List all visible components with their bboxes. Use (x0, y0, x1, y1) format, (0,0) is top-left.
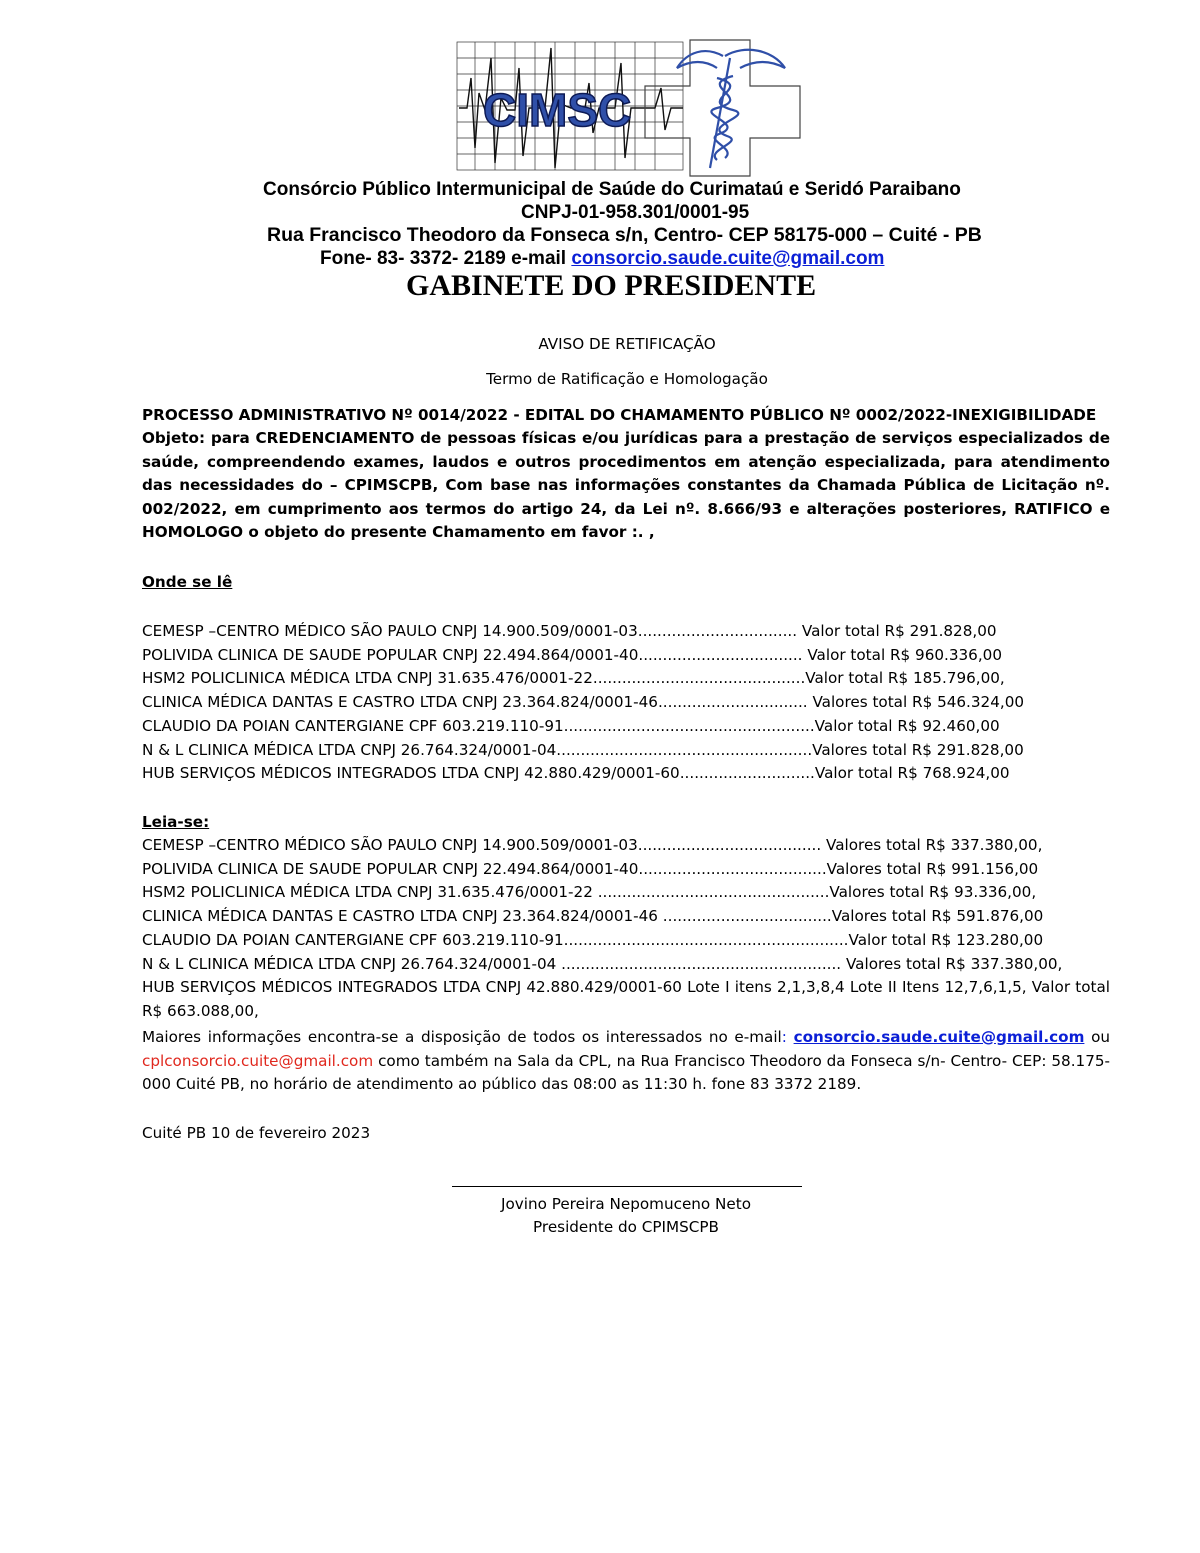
list-item: CEMESP –CENTRO MÉDICO SÃO PAULO CNPJ 14.900.509/0001-03................................. Valor total R$ 291.828,00 (142, 622, 997, 640)
list-item-hub: HUB SERVIÇOS MÉDICOS INTEGRADOS LTDA CNPJ 42.880.429/0001-60 Lote I itens 2,1,3,8,4 Lote II Itens 12,7,6,1,5, Valor total R$ 663.088,00, (142, 978, 1110, 1020)
list-item: CEMESP –CENTRO MÉDICO SÃO PAULO CNPJ 14.900.509/0001-03...................................... Valores total R$ 337.380,00, (142, 836, 1043, 854)
info-text-1: Maiores informações encontra-se a disposição de todos os interessados no e-mail (142, 1028, 782, 1046)
list-item: HUB SERVIÇOS MÉDICOS INTEGRADOS LTDA CNPJ 42.880.429/0001-60............................Valor total R$ 768.924,00 (142, 764, 1010, 783)
list-item: HSM2 POLICLINICA MÉDICA LTDA CNPJ 31.635.476/0001-22 ................................................Valores total R$ 93.336,00, (142, 883, 1037, 902)
onde-se-le-heading: Onde se lê (142, 573, 233, 591)
notice-title: AVISO DE RETIFICAÇÃO (538, 335, 716, 353)
office-title: GABINETE DO PRESIDENTE (406, 269, 817, 302)
notice-subtitle: Termo de Ratificação e Homologação (486, 370, 768, 388)
list-item: HSM2 POLICLINICA MÉDICA LTDA CNPJ 31.635.476/0001-22............................................Valor total R$ 185.796,00, (142, 669, 1005, 688)
signature-line (452, 1186, 802, 1187)
cimsc-logo (455, 38, 815, 178)
leia-se-heading: Leia-se: (142, 813, 210, 831)
list-item: POLIVIDA CLINICA DE SAUDE POPULAR CNPJ 22.494.864/0001-40.................................. Valor total R$ 960.336,00 (142, 645, 1002, 664)
list-item: N & L CLINICA MÉDICA LTDA CNPJ 26.764.324/0001-04 .......................................................... Valores total R$ 337.380,00, (142, 954, 1063, 973)
list-item: CLINICA MÉDICA DANTAS E CASTRO LTDA CNPJ 23.364.824/0001-46 ...................................Valores total R$ 591.876,00 (142, 907, 1044, 926)
caduceus-icon (677, 50, 785, 168)
phone-text: Fone- 83- 3372- 2189 e-mail (320, 248, 572, 269)
leia-se-list (142, 834, 1122, 1024)
process-line: PROCESSO ADMINISTRATIVO Nº 0014/2022 - EDITAL DO CHAMAMENTO PÚBLICO Nº 0002/2022-INEXIGIBILIDADE (142, 406, 1097, 424)
info-paragraph (142, 1026, 1110, 1097)
org-address: Rua Francisco Theodoro da Fonseca s/n, Centro- CEP 58175-000 – Cuité - PB (267, 224, 982, 246)
info-colon: : (781, 1028, 794, 1046)
list-item: N & L CLINICA MÉDICA LTDA CNPJ 26.764.324/0001-04.....................................................Valores total R$ 291.828,00 (142, 740, 1024, 759)
document-date: Cuité PB 10 de fevereiro 2023 (142, 1124, 371, 1142)
list-item: CLAUDIO DA POIAN CANTERGIANE CPF 603.219.110-91....................................................Valor total R$ 92.460,00 (142, 716, 1000, 735)
info-email-link[interactable]: consorcio.saude.cuite@gmail.com (793, 1028, 1085, 1046)
cpl-email-link[interactable]: cplconsorcio.cuite@gmail.com (142, 1051, 374, 1070)
header-email-link[interactable]: consorcio.saude.cuite@gmail.com (571, 248, 885, 269)
signer-name: Jovino Pereira Nepomuceno Neto (501, 1195, 751, 1213)
signer-title: Presidente do CPIMSCPB (533, 1218, 719, 1236)
org-cnpj: CNPJ-01-958.301/0001-95 (521, 202, 750, 223)
object-text: Objeto: para CREDENCIAMENTO de pessoas físicas e/ou jurídicas para a prestação de serviços especializados de saúde, compreendendo exames, laudos e outros procedimentos em atenção especializada, para atendimento das necessidades do – CPIMSCPB, Com base nas informações constantes da Chamada Pública de Licitação nº. 002/2022, em cumprimento aos termos do artigo 24, da Lei nº. 8.666/93 e alterações posteriores, RATIFICO e HOMOLOGO o objeto do presente Chamamento em favor :. , (142, 429, 1110, 542)
process-block (142, 404, 1110, 544)
info-text-2: ou (1091, 1028, 1110, 1046)
list-item: CLINICA MÉDICA DANTAS E CASTRO LTDA CNPJ 23.364.824/0001-46............................... Valores total R$ 546.324,00 (142, 693, 1025, 712)
onde-se-le-list (142, 620, 1122, 786)
list-item: CLAUDIO DA POIAN CANTERGIANE CPF 603.219.110-91...........................................................Valor total R$ 123.280,00 (142, 930, 1044, 949)
info-text-3: como também na Sala da CPL, na Rua Francisco Theodoro da Fonseca s/n- Centro- CEP: 58.175-000 Cuité PB, no horário de atendimento ao público das 08:00 as 11:30 h. fone 83 3372 2189. (142, 1051, 1110, 1094)
list-item: POLIVIDA CLINICA DE SAUDE POPULAR CNPJ 22.494.864/0001-40.......................................Valores total R$ 991.156,00 (142, 859, 1039, 878)
logo-text: CIMSC (483, 84, 632, 136)
org-name: Consórcio Público Intermunicipal de Saúde do Curimataú e Seridó Paraibano (263, 179, 961, 200)
